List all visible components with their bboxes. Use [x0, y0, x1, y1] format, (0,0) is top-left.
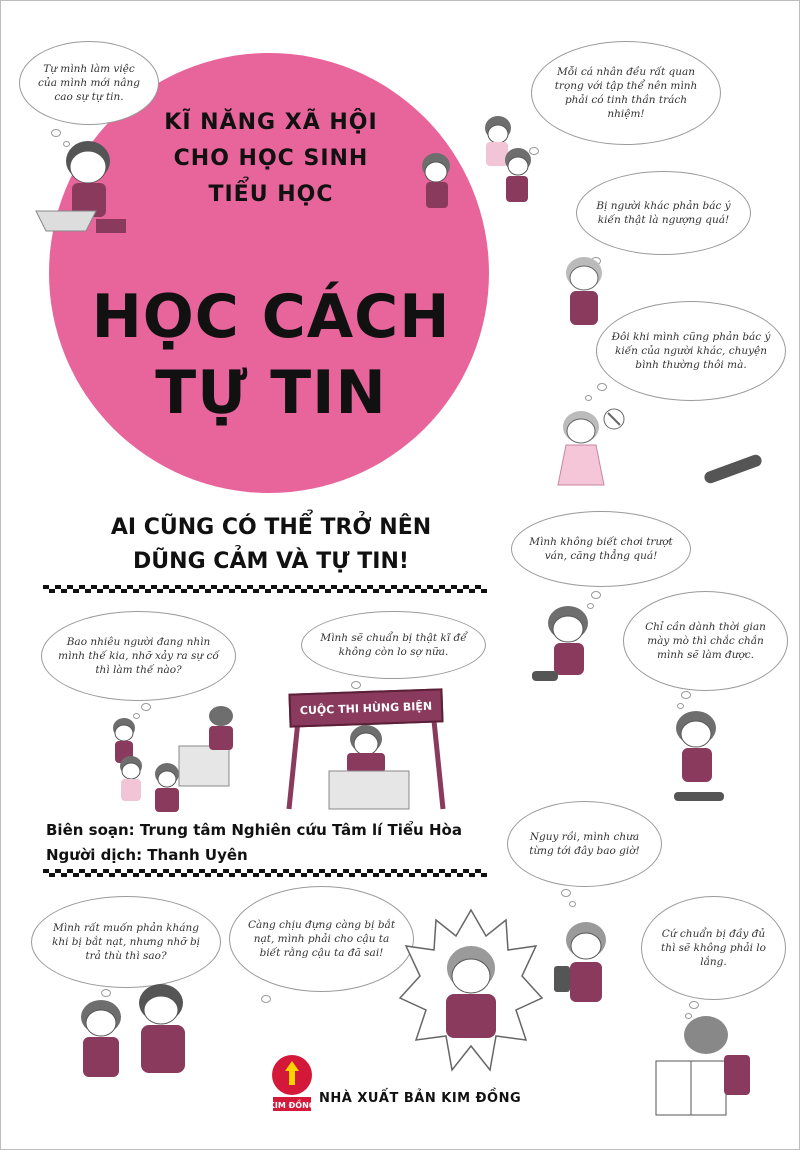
speech-bubble: Bị người khác phản bác ý kiến thật là ngượng quá!	[576, 171, 751, 255]
series-title-line: TIỂU HỌC	[208, 182, 334, 207]
thought-dot	[261, 995, 271, 1003]
speech-bubble: Cứ chuẩn bị đầy đủ thì sẽ không phải lo lắng.	[641, 896, 786, 1000]
skateboard-icon	[699, 449, 769, 499]
translator-credit: Người dịch: Thanh Uyên	[46, 846, 248, 864]
series-title	[151, 105, 391, 213]
classroom-illustration	[109, 706, 244, 816]
speech-bubble: Nguy rồi, mình chưa từng tới đây bao giờ!	[507, 801, 662, 887]
publisher-name: NHÀ XUẤT BẢN KIM ĐỒNG	[319, 1091, 522, 1106]
editor-credit: Biên soạn: Trung tâm Nghiên cứu Tâm lí Tiểu Hòa	[46, 821, 462, 839]
logo-text: KIM ĐỒNG	[269, 1101, 315, 1110]
subtitle-line: AI CŨNG CÓ THỂ TRỞ NÊN	[110, 515, 432, 540]
angry-child-illustration	[396, 906, 546, 1086]
subtitle-line: DŨNG CẢM VÀ TỰ TIN!	[133, 549, 409, 574]
checker-divider	[43, 585, 487, 593]
speech-bubble: Chỉ cần dành thời gian mày mò thì chắc chắn mình sẽ làm được.	[623, 591, 788, 691]
kim-dong-logo	[269, 1051, 315, 1113]
speech-bubble: Mỗi cá nhân đều rất quan trọng với tập thể nên mình phải có tinh thần trách nhiệm!	[531, 41, 721, 145]
speech-bubble: Tự mình làm việc của mình mới nâng cao sự tự tin.	[19, 41, 159, 125]
thought-dot	[351, 681, 361, 689]
series-title-line: CHO HỌC SINH	[173, 146, 369, 171]
bullying-illustration	[61, 981, 231, 1096]
book-title	[71, 279, 471, 431]
boy-skating-illustration	[656, 706, 746, 811]
thought-dot	[591, 591, 601, 599]
speech-bubble: Đôi khi mình cũng phản bác ý kiến của người khác, chuyện bình thường thôi mà.	[596, 301, 786, 401]
girl-with-sign-illustration	[546, 401, 636, 493]
book-title-line: TỰ TIN	[155, 358, 387, 428]
contest-banner: CUỘC THI HÙNG BIỆN	[288, 688, 443, 727]
children-playing-illustration	[406, 106, 551, 241]
thought-dot	[681, 691, 691, 699]
speech-bubble: Mình rất muốn phản kháng khi bị bắt nạt, nhưng nhỡ bị trả thù thì sao?	[31, 896, 221, 988]
subtitle	[56, 511, 486, 579]
thought-dot	[569, 901, 576, 907]
speech-bubble: Mình không biết chơi trượt ván, căng thẳng quá!	[511, 511, 691, 587]
embarrassed-girl-illustration	[556, 251, 616, 331]
thought-dot	[561, 889, 571, 897]
book-title-line: HỌC CÁCH	[91, 282, 451, 352]
child-washing-illustration	[26, 131, 136, 241]
speech-bubble: Mình sẽ chuẩn bị thật kĩ để không còn lo sợ nữa.	[301, 611, 486, 679]
credits	[46, 818, 486, 868]
child-reading-illustration	[646, 1011, 756, 1121]
speech-bubble: Bao nhiêu người đang nhìn mình thế kia, nhỡ xảy ra sự cố thì làm thế nào?	[41, 611, 236, 701]
boy-with-skateboard-illustration	[526, 601, 606, 693]
checker-divider	[43, 869, 487, 877]
series-title-line: KĨ NĂNG XÃ HỘI	[164, 110, 378, 135]
child-with-bag-illustration	[546, 916, 626, 1016]
thought-dot	[689, 1001, 699, 1009]
speech-bubble: Càng chịu đựng càng bị bắt nạt, mình phải cho cậu ta biết rằng cậu ta đã sai!	[229, 886, 414, 992]
thought-dot	[597, 383, 607, 391]
